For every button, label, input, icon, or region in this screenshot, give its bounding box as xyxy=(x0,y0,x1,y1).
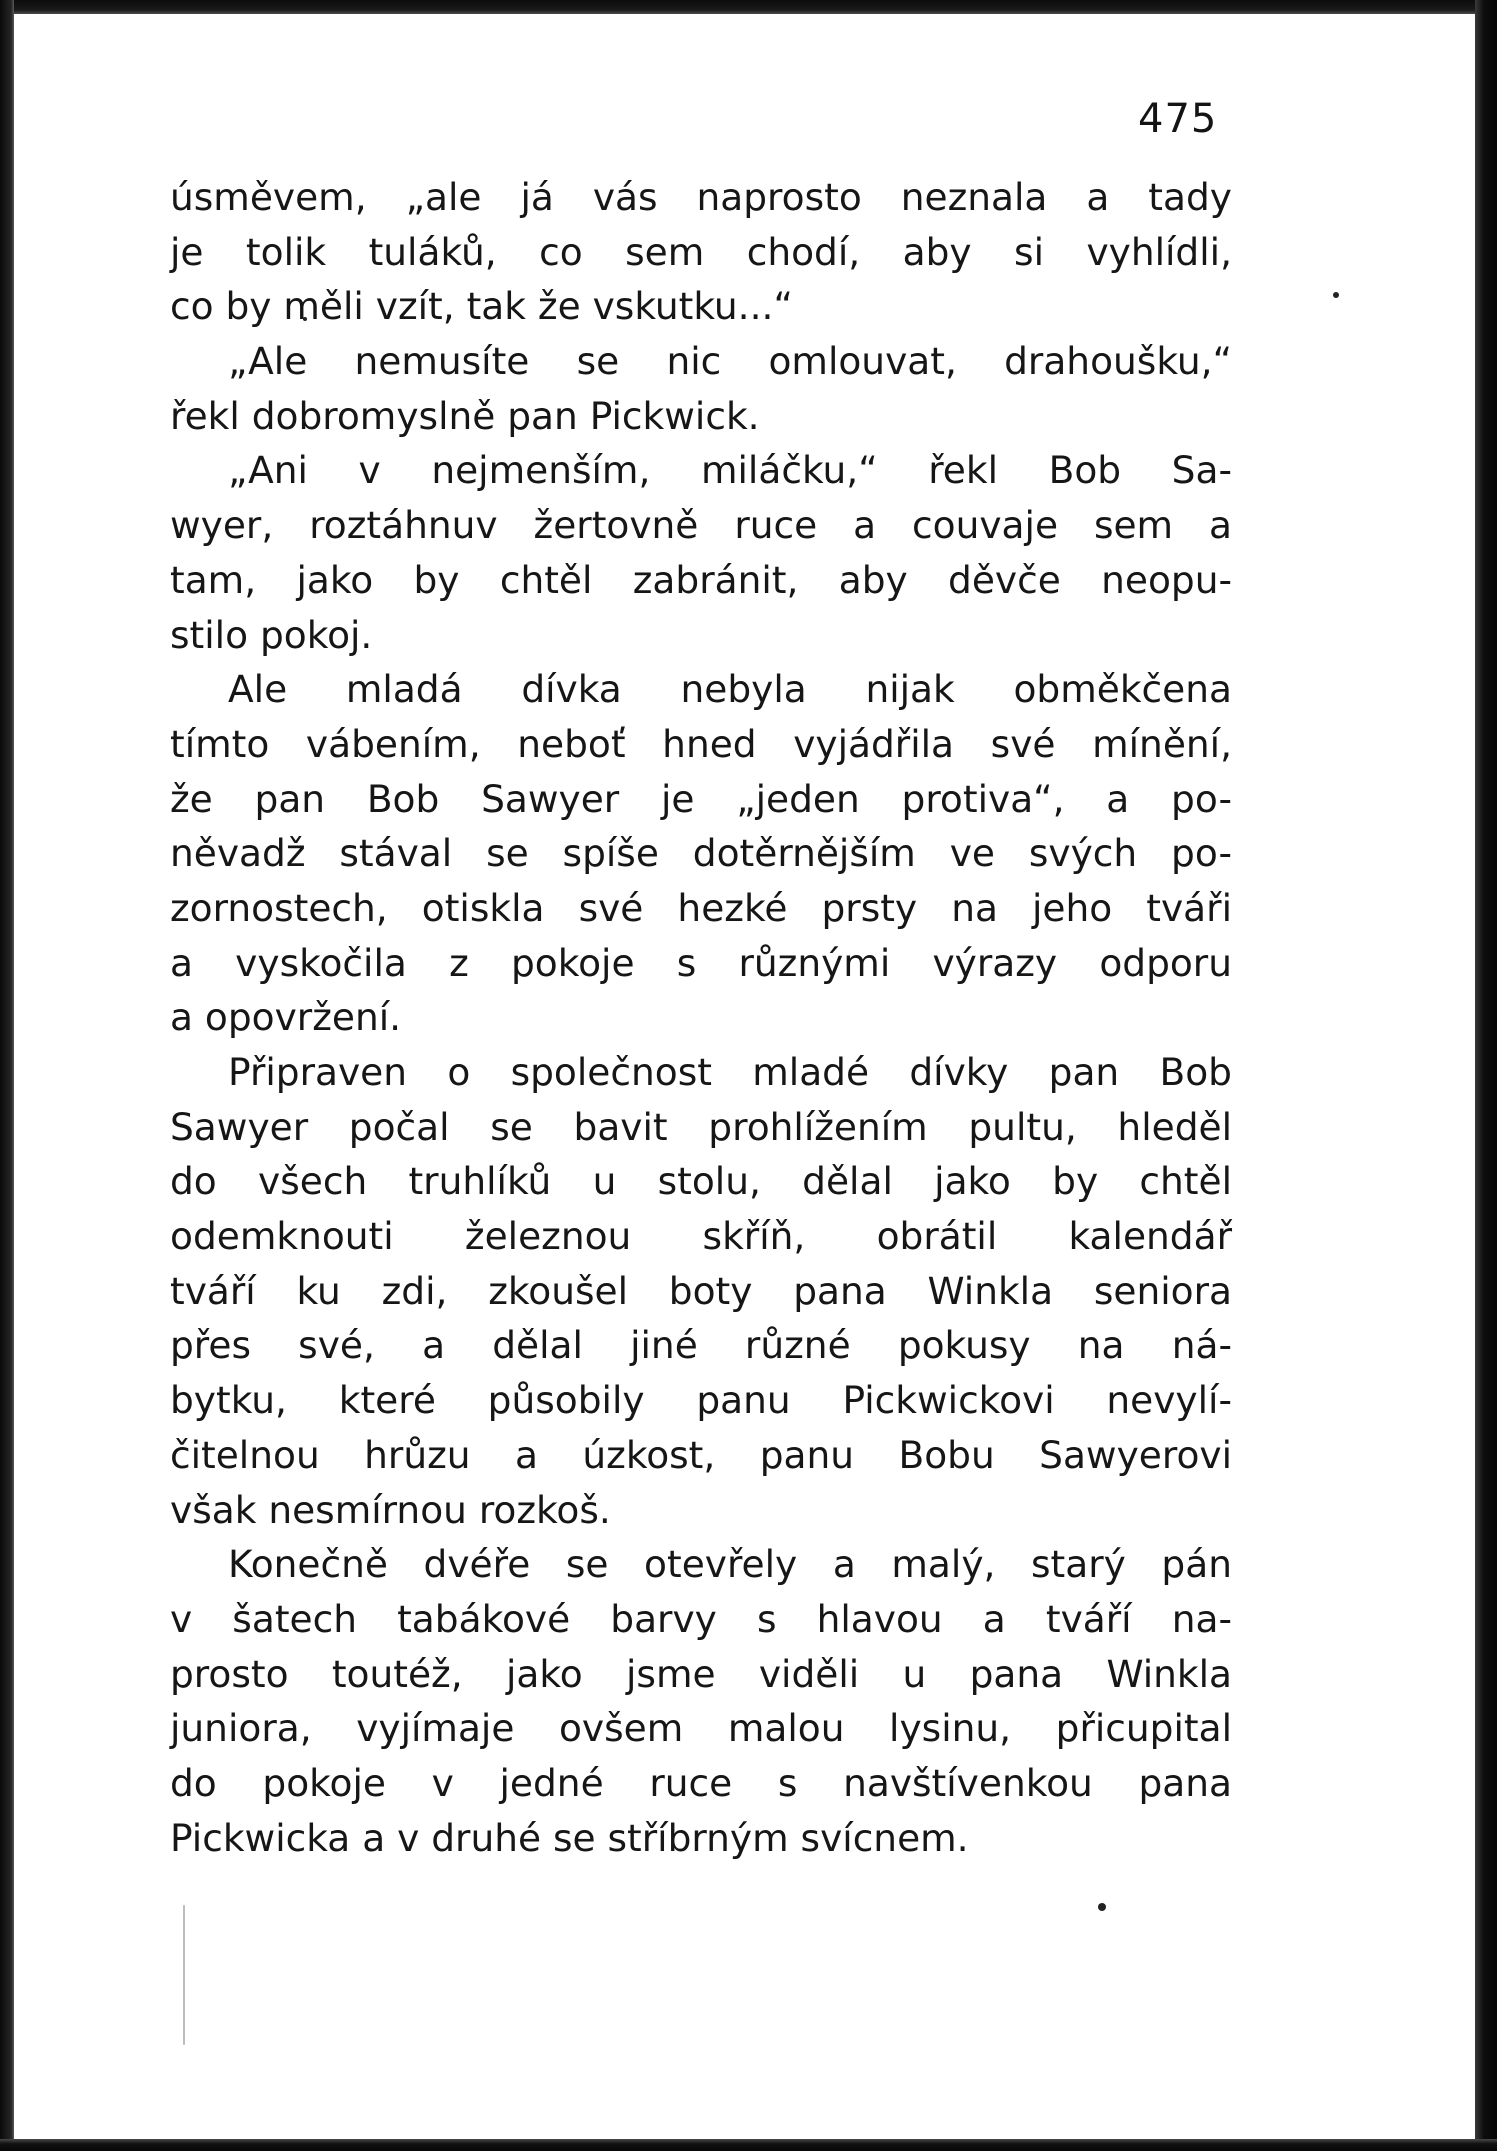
scan-speck xyxy=(183,1905,185,2045)
scan-border-left xyxy=(0,0,14,2151)
text-line: „Ale nemusíte se nic omlouvat, drahoušku,“ xyxy=(228,339,1232,384)
text-line: tam, jako by chtěl zabránit, aby děvče neopu- xyxy=(170,557,1232,602)
paragraph xyxy=(170,662,1232,1045)
text-line: úsměvem, „ale já vás naprosto neznala a tady xyxy=(170,175,1232,219)
scan-border-bottom xyxy=(0,2139,1497,2151)
text-line: zornostech, otiskla své hezké prsty na jeho tváři xyxy=(170,885,1232,930)
text-line: Pickwicka a v druhé se stříbrným svícnem. xyxy=(170,1815,969,1860)
text-line: tváří ku zdi, zkoušel boty pana Winkla seniora xyxy=(170,1268,1232,1313)
text-line: do pokoje v jedné ruce s navštívenkou pana xyxy=(170,1760,1232,1805)
text-line: juniora, vyjímaje ovšem malou lysinu, přicupital xyxy=(170,1706,1232,1751)
paragraph xyxy=(170,1045,1232,1537)
paragraph xyxy=(170,1537,1232,1865)
text-line: odemknouti železnou skříň, obrátil kalendář xyxy=(170,1214,1232,1259)
page-number: 475 xyxy=(1138,96,1218,142)
text-line: a opovržení. xyxy=(170,995,402,1040)
paragraph xyxy=(170,443,1232,662)
scan-speck xyxy=(1098,1903,1106,1911)
text-line: je tolik tuláků, co sem chodí, aby si vyhlídli, xyxy=(170,229,1232,274)
paragraph xyxy=(170,170,1232,334)
paragraph xyxy=(170,334,1232,443)
text-line: Konečně dvéře se otevřely a malý, starý pán xyxy=(228,1542,1232,1587)
text-line: něvadž stával se spíše dotěrnějším ve svých po- xyxy=(170,831,1232,876)
text-line: však nesmírnou rozkoš. xyxy=(170,1487,611,1532)
text-line: čitelnou hrůzu a úzkost, panu Bobu Sawyerovi xyxy=(170,1432,1232,1477)
text-line: Ale mladá dívka nebyla nijak obměkčena xyxy=(228,667,1232,712)
scan-border-right xyxy=(1475,0,1497,2151)
text-line: co by měli vzít, tak že vskutku...“ xyxy=(170,284,793,329)
text-line: v šatech tabákové barvy s hlavou a tváří na- xyxy=(170,1596,1232,1641)
text-line: wyer, roztáhnuv žertovně ruce a couvaje sem a xyxy=(170,503,1232,548)
body-text xyxy=(170,170,1232,1865)
text-line: bytku, které působily panu Pickwickovi nevylí- xyxy=(170,1378,1232,1423)
text-line: a vyskočila z pokoje s různými výrazy odporu xyxy=(170,940,1232,985)
text-line: Sawyer počal se bavit prohlížením pultu, hleděl xyxy=(170,1104,1232,1149)
text-line: řekl dobromyslně pan Pickwick. xyxy=(170,393,760,438)
text-line: tímto vábením, neboť hned vyjádřila své mínění, xyxy=(170,721,1232,766)
scan-border-top xyxy=(0,0,1497,14)
text-line: že pan Bob Sawyer je „jeden protiva“, a po- xyxy=(170,776,1232,821)
text-line: prosto toutéž, jako jsme viděli u pana Winkla xyxy=(170,1651,1232,1696)
text-line: stilo pokoj. xyxy=(170,612,373,657)
text-line: Připraven o společnost mladé dívky pan Bob xyxy=(228,1050,1232,1094)
text-line: do všech truhlíků u stolu, dělal jako by chtěl xyxy=(170,1159,1232,1204)
scan-speck xyxy=(1333,292,1339,298)
text-line: „Ani v nejmenším, miláčku,“ řekl Bob Sa- xyxy=(228,448,1232,493)
text-line: přes své, a dělal jiné různé pokusy na ná- xyxy=(170,1323,1232,1368)
